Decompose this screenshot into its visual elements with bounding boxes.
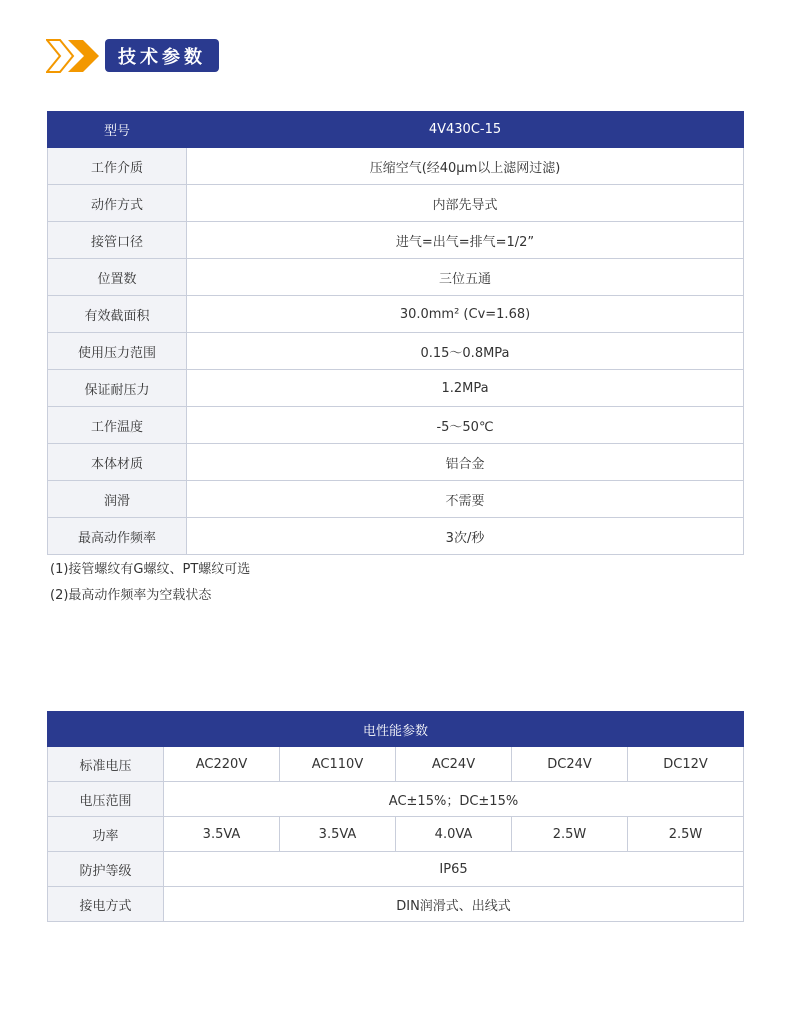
spec-header-label: 型号 [48,112,187,148]
power-cell: 2.5W [628,817,744,852]
note-2: (2)最高动作频率为空载状态 [50,588,212,603]
range-row [48,782,744,817]
spec-row [48,259,744,296]
spec-row [48,333,744,370]
protection-value: IP65 [164,852,744,887]
protection-label: 防护等级 [48,852,164,887]
voltage-cell: DC12V [628,747,744,782]
voltage-cell: DC24V [512,747,628,782]
spec-value: -5～50℃ [187,407,744,444]
spec-value: 1.2MPa [187,370,744,407]
power-cell: 3.5VA [280,817,396,852]
voltage-cell: AC220V [164,747,280,782]
spec-header-value: 4V430C-15 [187,112,744,148]
voltage-cell: AC24V [396,747,512,782]
spec-table [47,111,744,555]
spec-label: 动作方式 [48,185,187,222]
spec-row [48,518,744,555]
spec-value: 30.0mm² (Cv=1.68) [187,296,744,333]
power-cell: 3.5VA [164,817,280,852]
spec-row [48,370,744,407]
spec-value: 内部先导式 [187,185,744,222]
power-cell: 2.5W [512,817,628,852]
spec-label: 工作介质 [48,148,187,185]
electric-table [47,711,744,922]
spec-value: 进气=出气=排气=1/2” [187,222,744,259]
range-value: AC±15%；DC±15% [164,782,744,817]
spec-header-row [48,112,744,148]
spec-value: 0.15～0.8MPa [187,333,744,370]
spec-label: 本体材质 [48,444,187,481]
spec-label: 保证耐压力 [48,370,187,407]
spec-row [48,222,744,259]
connection-label: 接电方式 [48,887,164,922]
power-label: 功率 [48,817,164,852]
spec-label: 工作温度 [48,407,187,444]
voltage-cell: AC110V [280,747,396,782]
spec-row [48,296,744,333]
spec-value: 铝合金 [187,444,744,481]
spec-label: 使用压力范围 [48,333,187,370]
spec-label: 接管口径 [48,222,187,259]
connection-row [48,887,744,922]
power-row [48,817,744,852]
spec-value: 压缩空气(经40μm以上滤网过滤) [187,148,744,185]
spec-value: 不需要 [187,481,744,518]
section-title: 技术参数 [105,39,219,72]
spec-label: 位置数 [48,259,187,296]
spec-row [48,148,744,185]
spec-label: 润滑 [48,481,187,518]
power-cell: 4.0VA [396,817,512,852]
double-chevron-icon [46,39,102,73]
note-1: (1)接管螺纹有G螺纹、PT螺纹可选 [50,562,251,577]
spec-label: 最高动作频率 [48,518,187,555]
spec-label: 有效截面积 [48,296,187,333]
notes [50,557,250,609]
spec-row [48,481,744,518]
spec-row [48,444,744,481]
spec-row [48,407,744,444]
spec-row [48,185,744,222]
electric-title: 电性能参数 [48,712,744,747]
spec-value: 3次/秒 [187,518,744,555]
electric-title-row [48,712,744,747]
protection-row [48,852,744,887]
voltage-label: 标准电压 [48,747,164,782]
range-label: 电压范围 [48,782,164,817]
voltage-row [48,747,744,782]
spec-value: 三位五通 [187,259,744,296]
connection-value: DIN润滑式、出线式 [164,887,744,922]
